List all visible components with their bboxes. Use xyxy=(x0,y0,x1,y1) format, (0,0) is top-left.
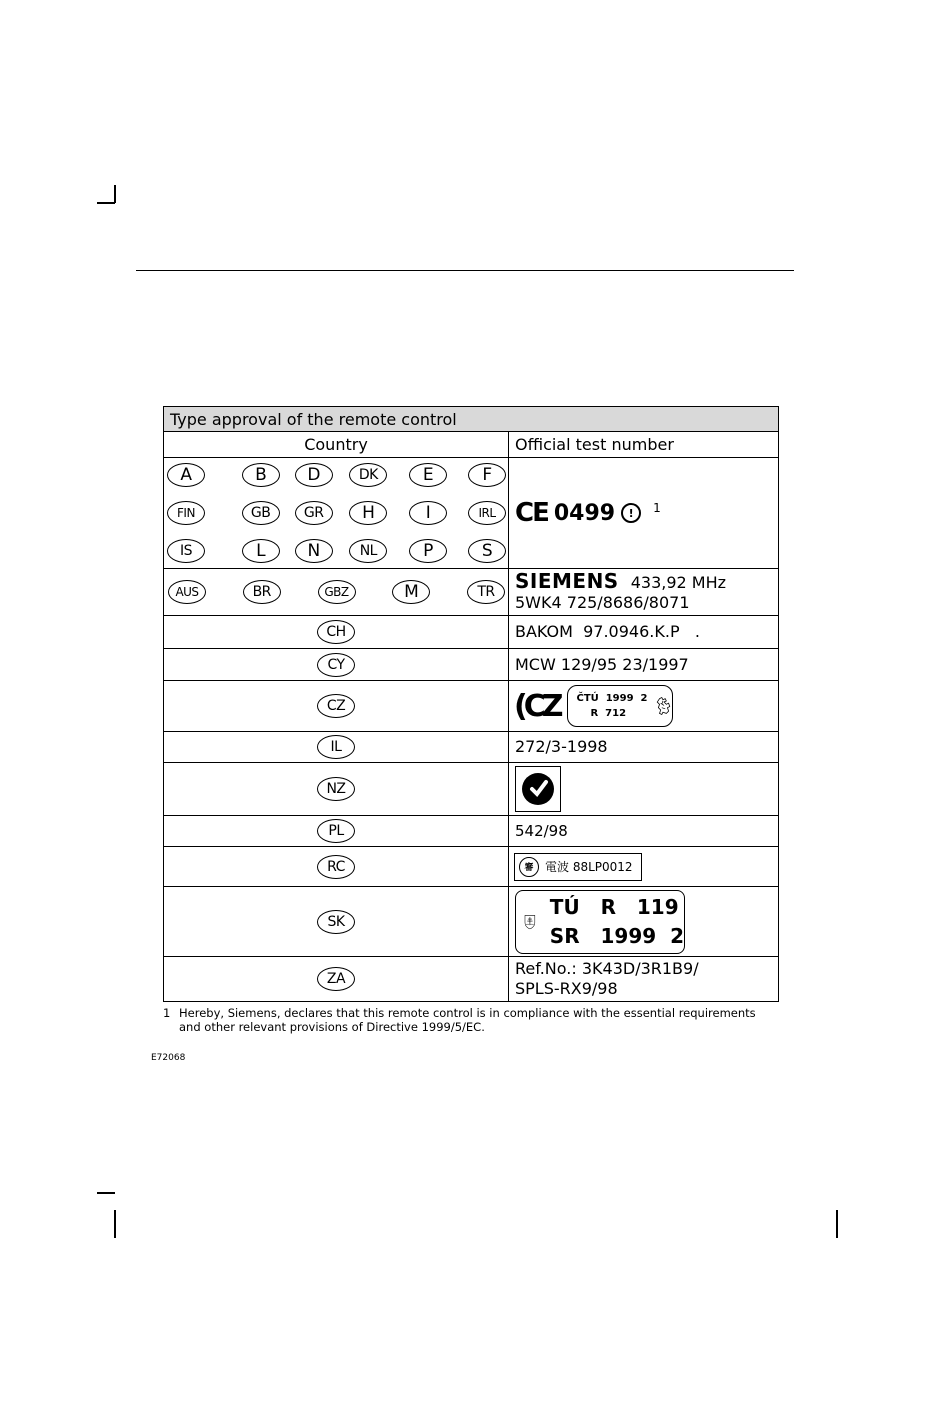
slovak-coat-of-arms-icon xyxy=(524,899,536,945)
crop-mark-bottom-left-h xyxy=(97,1192,115,1194)
country-badge: CY xyxy=(317,653,355,677)
sk-approval-stamp xyxy=(515,890,685,954)
table-row xyxy=(164,681,779,732)
country-badge: D xyxy=(295,463,333,487)
country-badge: DK xyxy=(349,463,387,487)
country-badge: GB xyxy=(242,501,280,525)
country-badge: BR xyxy=(243,580,281,604)
country-badge: S xyxy=(468,539,506,563)
stamp-line: R 712 xyxy=(590,708,627,719)
crop-mark-bottom-right-v xyxy=(836,1210,838,1238)
country-cell xyxy=(164,649,509,681)
table-row xyxy=(164,957,779,1002)
document-code: E72068 xyxy=(151,1053,186,1063)
table-row xyxy=(164,458,779,569)
country-badge: H xyxy=(349,501,387,525)
country-badge: PL xyxy=(317,819,355,843)
test-number-cell: 272/3-1998 xyxy=(509,732,779,763)
crop-mark-top-left-v xyxy=(114,185,116,203)
country-badge: NL xyxy=(349,539,387,563)
footnote-number: 1 xyxy=(163,1006,171,1020)
taiwan-approval-icon: 審 xyxy=(519,857,539,877)
table-row xyxy=(164,763,779,816)
reference-line: Ref.No.: 3K43D/3R1B9/ xyxy=(515,959,699,978)
footnote-ref: 1 xyxy=(653,501,661,515)
test-number-cell xyxy=(509,569,779,616)
test-number-cell xyxy=(509,957,779,1002)
country-cell xyxy=(164,569,509,616)
frequency-text: 433,92 MHz xyxy=(630,573,727,592)
country-badge: B xyxy=(242,463,280,487)
ce-mark-icon: CE xyxy=(515,498,548,528)
table-row xyxy=(164,816,779,847)
country-badge: RC xyxy=(317,855,355,879)
country-cell xyxy=(164,763,509,816)
country-column-header: Country xyxy=(164,432,509,458)
table-row xyxy=(164,847,779,887)
czech-lion-icon xyxy=(655,689,672,723)
ctu-approval-stamp xyxy=(567,685,673,727)
country-badge: M xyxy=(392,580,430,604)
test-number-column-header: Official test number xyxy=(509,432,779,458)
country-badge: E xyxy=(409,463,447,487)
stamp-line: TÚ R 119 xyxy=(549,894,679,919)
table-row xyxy=(164,887,779,957)
crop-mark-top-left-h xyxy=(97,202,115,204)
ce-notified-body-number: 0499 xyxy=(553,500,616,526)
country-badge: IS xyxy=(167,539,205,563)
country-cell xyxy=(164,816,509,847)
header-rule xyxy=(136,270,794,271)
country-badge: I xyxy=(409,501,447,525)
country-cell xyxy=(164,732,509,763)
country-badge: CZ xyxy=(317,694,355,718)
country-badge: FIN xyxy=(167,501,205,525)
reference-line: SPLS-RX9/98 xyxy=(515,979,618,998)
alert-sign-icon: ! xyxy=(621,503,641,523)
country-badge: IRL xyxy=(468,501,506,525)
footnote-line: Hereby, Siemens, declares that this remote control is in compliance with the essential requirements xyxy=(179,1006,756,1020)
country-badge: P xyxy=(409,539,447,563)
test-number-cell xyxy=(509,681,779,732)
test-number-cell xyxy=(509,763,779,816)
country-cell xyxy=(164,887,509,957)
test-number-cell: MCW 129/95 23/1997 xyxy=(509,649,779,681)
crop-mark-bottom-left-v xyxy=(114,1210,116,1238)
table-row xyxy=(164,732,779,763)
country-cell xyxy=(164,458,509,569)
table-row xyxy=(164,616,779,649)
cz-approval-logo-icon: (CZ xyxy=(514,688,560,724)
siemens-logo: SIEMENS xyxy=(515,569,619,593)
country-badge: GBZ xyxy=(318,580,356,604)
part-number-text: 5WK4 725/8686/8071 xyxy=(515,593,690,612)
country-badge: TR xyxy=(467,580,505,604)
footnote xyxy=(163,1006,756,1034)
country-badge: NZ xyxy=(317,777,355,801)
country-cell xyxy=(164,847,509,887)
footnote-line: and other relevant provisions of Directive 1999/5/EC. xyxy=(179,1020,485,1034)
test-number-cell: BAKOM 97.0946.K.P . xyxy=(509,616,779,649)
stamp-line: SR 1999 2 xyxy=(549,923,684,948)
type-approval-table xyxy=(163,406,779,1002)
country-cell xyxy=(164,616,509,649)
country-badge: IL xyxy=(317,735,355,759)
country-badge: N xyxy=(295,539,333,563)
country-badge: A xyxy=(167,463,205,487)
ce-marking xyxy=(509,498,778,528)
country-badge-row xyxy=(164,580,508,604)
country-badge: L xyxy=(242,539,280,563)
stamp-text: 電波 88LP0012 xyxy=(545,860,633,874)
country-badge: F xyxy=(468,463,506,487)
test-number-cell: 542/98 xyxy=(509,816,779,847)
country-badge: ZA xyxy=(317,967,355,991)
country-badge: AUS xyxy=(168,580,206,604)
country-badge-grid xyxy=(164,458,508,568)
table-title: Type approval of the remote control xyxy=(164,407,779,432)
country-cell xyxy=(164,957,509,1002)
c-tick-mark xyxy=(515,766,561,812)
country-badge: SK xyxy=(317,910,355,934)
test-number-cell xyxy=(509,458,779,569)
table-row xyxy=(164,569,779,616)
stamp-line: ČTÚ 1999 2 xyxy=(576,693,648,704)
test-number-cell xyxy=(509,847,779,887)
country-badge: CH xyxy=(317,620,355,644)
country-cell xyxy=(164,681,509,732)
c-tick-icon xyxy=(521,772,555,806)
table-row xyxy=(164,649,779,681)
country-badge: GR xyxy=(295,501,333,525)
rc-approval-stamp xyxy=(514,853,642,881)
test-number-cell xyxy=(509,887,779,957)
